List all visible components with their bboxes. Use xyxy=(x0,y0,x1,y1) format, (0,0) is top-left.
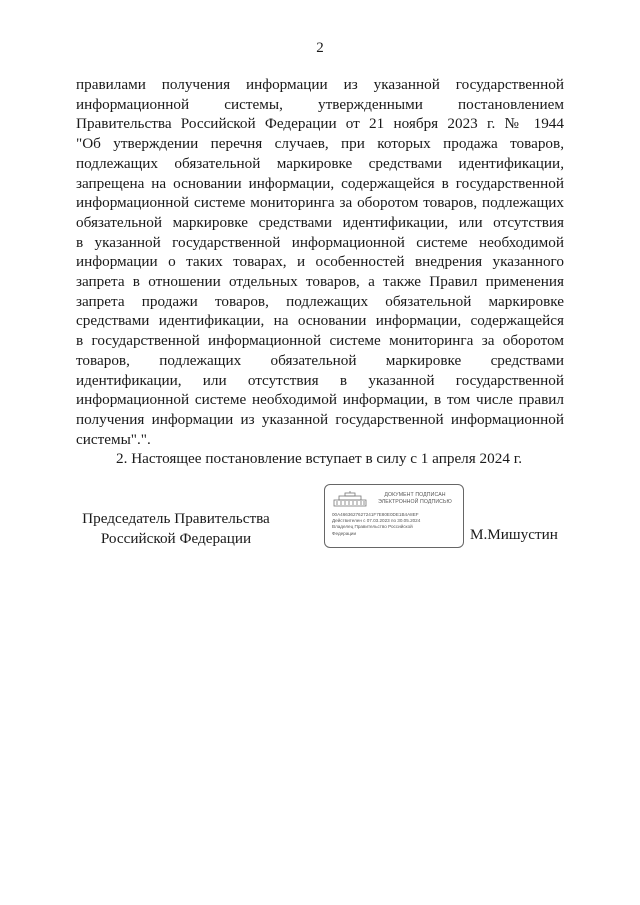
body-line: информационной системы, утвержденными постановлением xyxy=(76,95,564,113)
body-line: запрета в отношении отдельных товаров, а также Правил применения xyxy=(76,273,564,291)
document-body xyxy=(76,75,564,469)
government-building-icon xyxy=(333,491,367,507)
body-line: идентификации, или отсутствия в указанной государственной xyxy=(76,371,564,389)
electronic-signature-stamp xyxy=(324,484,464,548)
body-line: получения информации из указанной государственной информационной xyxy=(76,410,564,428)
stamp-validity: Действителен с 07.03.2023 по 30.05.2024 xyxy=(332,518,421,524)
body-line: в государственной информационной системе мониторинга за оборотом xyxy=(76,332,564,350)
stamp-title-line: ЭЛЕКТРОННОЙ ПОДПИСЬЮ xyxy=(378,498,452,505)
stamp-owner: Владелец Правительство Российской xyxy=(332,524,413,530)
signatory-position xyxy=(76,509,276,548)
signatory-position-line: Российской Федерации xyxy=(100,529,252,547)
body-line: "Об утверждении перечня случаев, при которых продажа товаров, xyxy=(76,135,564,153)
body-line: системы".". xyxy=(76,430,151,448)
stamp-title xyxy=(369,492,461,505)
body-line: запрета продажи товаров, подлежащих обязательной маркировке xyxy=(76,292,564,310)
body-line: информации о таких товарах, и особенностей внедрения указанного xyxy=(76,253,564,271)
body-line: обязательной маркировке средствами идентификации, или отсутствия xyxy=(76,213,564,231)
body-line: товаров, подлежащих обязательной маркировке средствами xyxy=(76,351,564,369)
signatory-position-line: Председатель Правительства xyxy=(82,510,270,527)
paragraph-effective-date: 2. Настоящее постановление вступает в силу с 1 апреля 2024 г. xyxy=(116,450,523,468)
body-line: подлежащих обязательной маркировке средствами идентификации, xyxy=(76,154,564,172)
body-line: информационной системе мониторинга за оборотом товаров, подлежащих xyxy=(76,194,564,212)
body-line: в указанной государственной информационной системе необходимой xyxy=(76,233,564,251)
stamp-certificate: 00A4663627627241F7E80E0DE1B4A8EF xyxy=(332,512,419,517)
page-number: 2 xyxy=(316,40,324,56)
body-line: Правительства Российской Федерации от 21 ноября 2023 г. № 1944 xyxy=(76,115,564,133)
body-line: информационной системе необходимой информации, в том числе правил xyxy=(76,391,564,409)
body-line: средствами идентификации, на основании информации, содержащейся xyxy=(76,312,564,330)
body-line: правилами получения информации из указанной государственной xyxy=(76,76,564,93)
stamp-details xyxy=(332,512,460,537)
stamp-title-line: ДОКУМЕНТ ПОДПИСАН xyxy=(384,492,446,498)
body-line: запрещена на основании информации, содержащейся в государственной xyxy=(76,174,564,192)
signer-name: М.Мишустин xyxy=(470,526,558,543)
stamp-owner: Федерации xyxy=(332,530,357,536)
